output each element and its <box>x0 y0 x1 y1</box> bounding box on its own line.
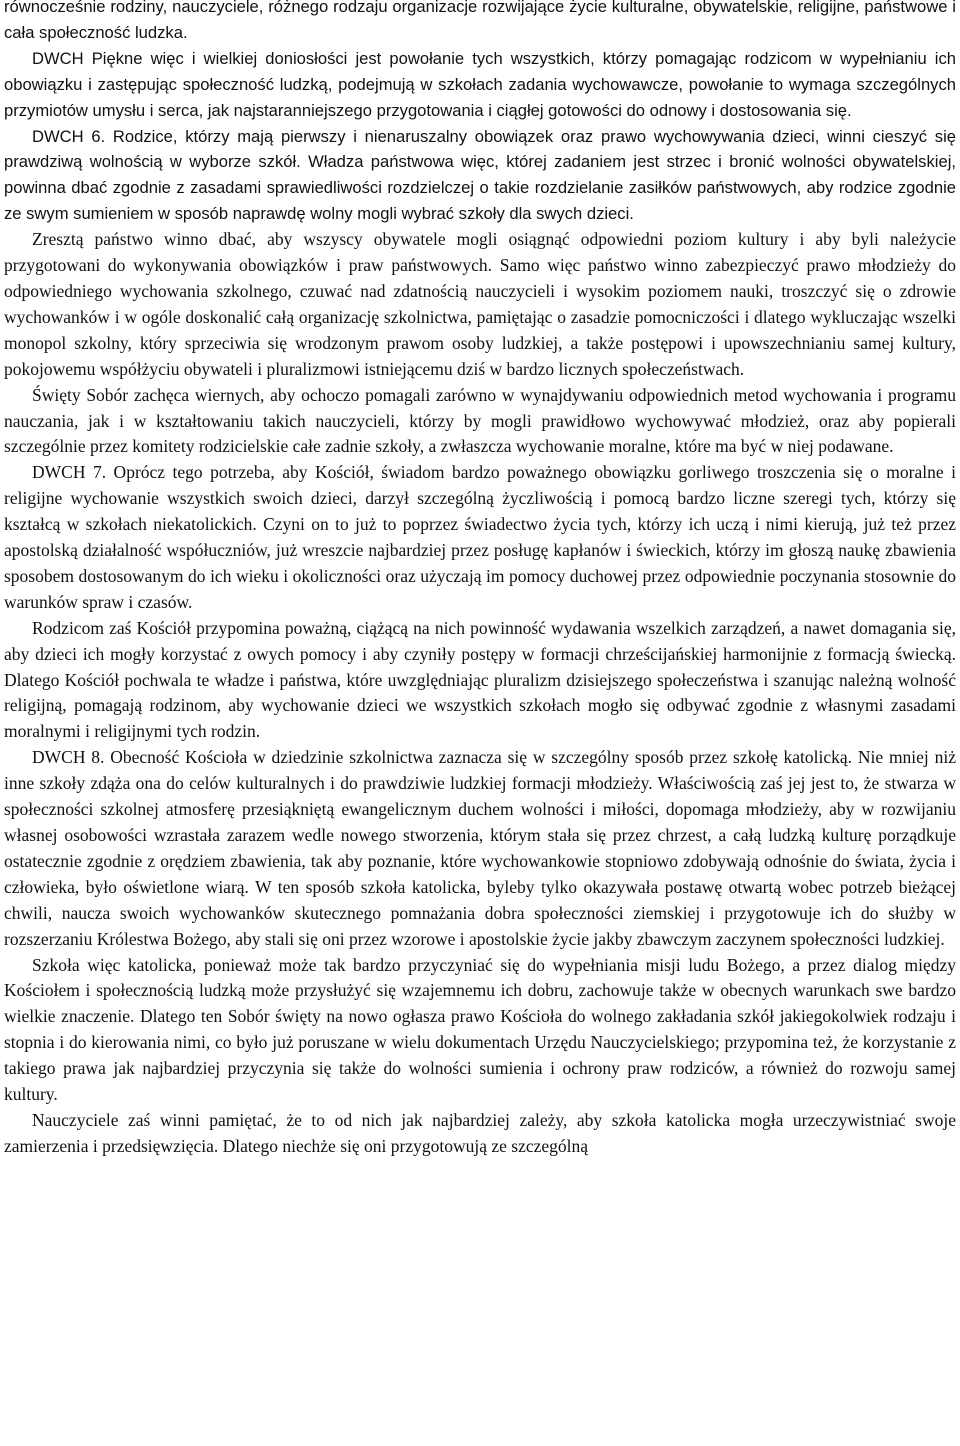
paragraph: DWCH Piękne więc i wielkiej doniosłości jest powołanie tych wszystkich, którzy pomagając rodzicom w wypełnianiu ich obowiązku i zastępując społeczność ludzką, podejmują w szkołach zadania wychowawcze, powołanie to wymaga szczególnych przymiotów umysłu i serca, jak najstaranniejszego przygotowania i ciągłej gotowości do odnowy i dostosowania się. <box>4 48 956 120</box>
paragraph: DWCH 8. Obecność Kościoła w dziedzinie szkolnictwa zaznacza się w szczególny sposób przez szkołę katolicką. Nie mniej niż inne szkoły zdąża ona do celów kulturalnych i do prawdziwie ludzkiej formacji młodzieży. Właściwością zaś jej jest to, że stwarza w społeczności szkolnej atmosferę przesiąkniętą ewangelicznym duchem wolności i miłości, dopomaga młodzieży, aby w rozwijaniu własnej osobowości wzrastała zarazem wedle nowego stworzenia, którym stała się przez chrzest, a całą ludzką kulturę porządkuje ostatecznie zgodnie z orędziem zbawienia, tak aby poznanie, które wychowankowie stopniowo zdobywają odnośnie do świata, życia i człowieka, było oświetlone wiarą. W ten sposób szkoła katolicka, byleby tylko okazywała postawę otwartą wobec potrzeb bieżącej chwili, naucza swoich wychowanków skutecznego pomnażania dobra społeczności ziemskiej i przygotowuje ich do służby w rozszerzaniu Królestwa Bożego, aby stali się oni przez wzorowe i apostolskie życie jakby zbawczym zaczynem społeczności ludzkiej. <box>4 747 956 949</box>
paragraph: Rodzicom zaś Kościół przypomina poważną, ciążącą na nich powinność wydawania wszelkich zarządzeń, a nawet domagania się, aby dzieci ich mogły korzystać z owych pomocy i aby czyniły postępy w formacji chrześcijańskiej harmonijnie z formacją świecką. Dlatego Kościół pochwala te władze i państwa, które uwzględniając pluralizm dzisiejszego społeczeństwa i szanując należną wolność religijną, pomagają rodzinom, aby wychowanie dzieci we wszystkich szkołach mogło się odbywać zgodnie z własnymi zasadami moralnymi i religijnymi tych rodzin. <box>4 617 956 742</box>
paragraph: równocześnie rodziny, nauczyciele, różnego rodzaju organizacje rozwijające życie kulturalne, obywatelskie, religijne, państwowe i cała społeczność ludzka. <box>4 0 956 42</box>
paragraph: Szkoła więc katolicka, ponieważ może tak bardzo przyczyniać się do wypełniania misji ludu Bożego, a przez dialog między Kościołem i społecznością ludzką może przysłużyć się wzajemnemu ich dobru, zachowuje także w obecnych warunkach swe bardzo wielkie znaczenie. Dlatego ten Sobór święty na nowo ogłasza prawo Kościoła do wolnego zakładania szkół jakiegokolwiek rodzaju i stopnia i do kierowania nimi, co było już poruszane w wielu dokumentach Urzędu Nauczycielskiego; przypomina też, że korzystanie z takiego prawa jak najbardziej przyczynia się także do wolności sumienia i ochrony praw rodziców, a również do rozwoju samej kultury. <box>4 954 956 1105</box>
paragraph: Nauczyciele zaś winni pamiętać, że to od nich jak najbardziej zależy, aby szkoła katolicka mogła urzeczywistniać swoje zamierzenia i przedsięwzięcia. Dlatego niechże się oni przygotowują ze szczególną <box>4 1109 956 1156</box>
document-page <box>4 0 956 1160</box>
paragraph: DWCH 7. Oprócz tego potrzeba, aby Kościół, świadom bardzo poważnego obowiązku gorliwego troszczenia się o moralne i religijne wychowanie wszystkich swoich dzieci, darzył szczególną życzliwością i pomocą bardzo liczne szeregi tych, którzy się kształcą w szkołach niekatolickich. Czyni on to już to poprzez świadectwo życia tych, którzy ich uczą i nimi kierują, już też przez apostolską działalność współuczniów, już wreszcie najbardziej przez posługę kapłanów i świeckich, którzy im głoszą naukę zbawienia sposobem dostosowanym do ich wieku i okoliczności oraz użyczają im pomocy duchowej przez odpowiednie poczynania stosownie do warunków spraw i czasów. <box>4 462 956 612</box>
paragraph: Zresztą państwo winno dbać, aby wszyscy obywatele mogli osiągnąć odpowiedni poziom kultury i aby byli należycie przygotowani do wykonywania obowiązków i praw państwowych. Samo więc państwo winno zabezpieczyć prawo młodzieży do odpowiedniego wychowania szkolnego, czuwać nad zdatnością nauczycieli i wysokim poziomem nauki, troszczyć się o zdrowie wychowanków i w ogóle doskonalić całą organizację szkolnictwa, pamiętając o zasadzie pomocniczości i dlatego wykluczając wszelki monopol szkolny, który sprzeciwia się wrodzonym prawom osoby ludzkiej, a także postępowi i upowszechnianiu samej kultury, pokojowemu współżyciu obywateli i pluralizmowi istniejącemu dziś w bardzo licznych społeczeństwach. <box>4 229 956 379</box>
paragraph: DWCH 6. Rodzice, którzy mają pierwszy i nienaruszalny obowiązek oraz prawo wychowywania dzieci, winni cieszyć się prawdziwą wolnością w wyborze szkół. Władza państwowa więc, której zadaniem jest strzec i bronić wolności obywatelskiej, powinna dbać zgodnie z zasadami sprawiedliwości rozdzielczej o takie rozdzielanie zasiłków państwowych, aby rodzice zgodnie ze swym sumieniem w sposób naprawdę wolny mogli wybrać szkoły dla swych dzieci. <box>4 126 956 224</box>
paragraph: Święty Sobór zachęca wiernych, aby ochoczo pomagali zarówno w wynajdywaniu odpowiednich metod wychowania i programu nauczania, jak i w kształtowaniu takich nauczycieli, którzy by mogli prawidłowo wychowywać młodzież, oraz aby popierali szczególnie przez komitety rodzicielskie całe zadnie szkoły, a zwłaszcza wychowanie moralne, które ma być w niej podawane. <box>4 384 956 457</box>
